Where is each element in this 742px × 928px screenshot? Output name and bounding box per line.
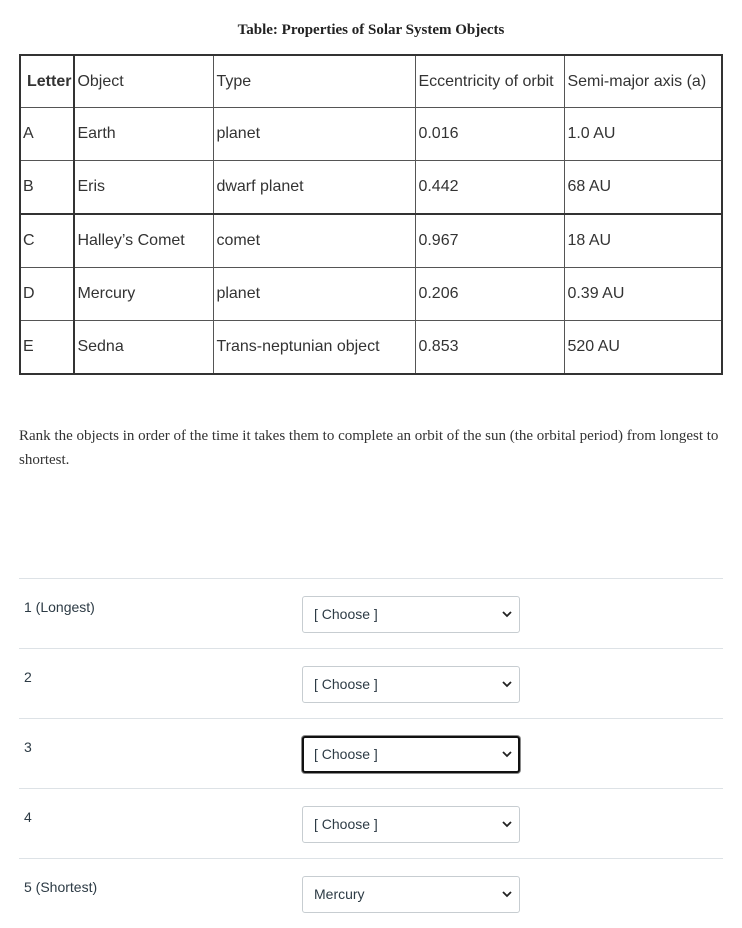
cell-eccentricity: 0.206 [416, 268, 565, 321]
cell-object: Earth [74, 108, 214, 161]
cell-object: Halley’s Comet [74, 214, 214, 268]
rank-label: 5 (Shortest) [24, 879, 98, 895]
rank-4-select[interactable] [302, 806, 520, 843]
header-letter: Letter [20, 55, 74, 108]
table-row [20, 214, 722, 268]
header-semi-major-axis: Semi-major axis (a) [565, 55, 722, 108]
rank-2-select[interactable] [302, 666, 520, 703]
table-row [20, 321, 722, 375]
select-value: Mercury [314, 886, 365, 902]
cell-type: planet [214, 108, 416, 161]
cell-object: Eris [74, 161, 214, 215]
cell-semi-major-axis: 1.0 AU [565, 108, 722, 161]
answer-row-5 [19, 858, 723, 928]
cell-type: comet [214, 214, 416, 268]
cell-type: Trans-neptunian object [214, 321, 416, 375]
cell-object: Mercury [74, 268, 214, 321]
rank-1-select[interactable] [302, 596, 520, 633]
chevron-down-icon [502, 890, 512, 898]
select-value: [ Choose ] [314, 606, 378, 622]
select-value: [ Choose ] [314, 746, 378, 762]
cell-eccentricity: 0.016 [416, 108, 565, 161]
answer-row-2 [19, 648, 723, 718]
answer-row-3 [19, 718, 723, 788]
rank-3-select[interactable] [302, 736, 520, 773]
rank-label: 2 [24, 669, 32, 685]
cell-letter: D [20, 268, 74, 321]
answer-row-4 [19, 788, 723, 858]
rank-label: 1 (Longest) [24, 599, 95, 615]
header-object: Object [74, 55, 214, 108]
rank-label: 3 [24, 739, 32, 755]
question-text: Rank the objects in order of the time it takes them to complete an orbit of the sun (the orbital period) from longest to shortest. [19, 428, 719, 468]
ranking-answers [19, 578, 723, 928]
cell-eccentricity: 0.967 [416, 214, 565, 268]
select-value: [ Choose ] [314, 816, 378, 832]
cell-type: dwarf planet [214, 161, 416, 215]
cell-letter: B [20, 161, 74, 215]
cell-letter: E [20, 321, 74, 375]
cell-semi-major-axis: 68 AU [565, 161, 722, 215]
chevron-down-icon [502, 750, 512, 758]
table-caption: Table: Properties of Solar System Objects [237, 22, 505, 38]
cell-semi-major-axis: 520 AU [565, 321, 722, 375]
header-eccentricity: Eccentricity of orbit [416, 55, 565, 108]
chevron-down-icon [502, 680, 512, 688]
table-row [20, 268, 722, 321]
cell-eccentricity: 0.442 [416, 161, 565, 215]
rank-label: 4 [24, 809, 32, 825]
chevron-down-icon [502, 820, 512, 828]
cell-object: Sedna [74, 321, 214, 375]
chevron-down-icon [502, 610, 512, 618]
answer-row-1 [19, 578, 723, 648]
cell-eccentricity: 0.853 [416, 321, 565, 375]
select-value: [ Choose ] [314, 676, 378, 692]
cell-letter: C [20, 214, 74, 268]
table-row [20, 161, 722, 215]
table-row [20, 108, 722, 161]
cell-semi-major-axis: 0.39 AU [565, 268, 722, 321]
cell-letter: A [20, 108, 74, 161]
rank-5-select[interactable] [302, 876, 520, 913]
table-header-row [20, 55, 722, 108]
properties-table [19, 54, 723, 375]
cell-semi-major-axis: 18 AU [565, 214, 722, 268]
cell-type: planet [214, 268, 416, 321]
header-type: Type [214, 55, 416, 108]
